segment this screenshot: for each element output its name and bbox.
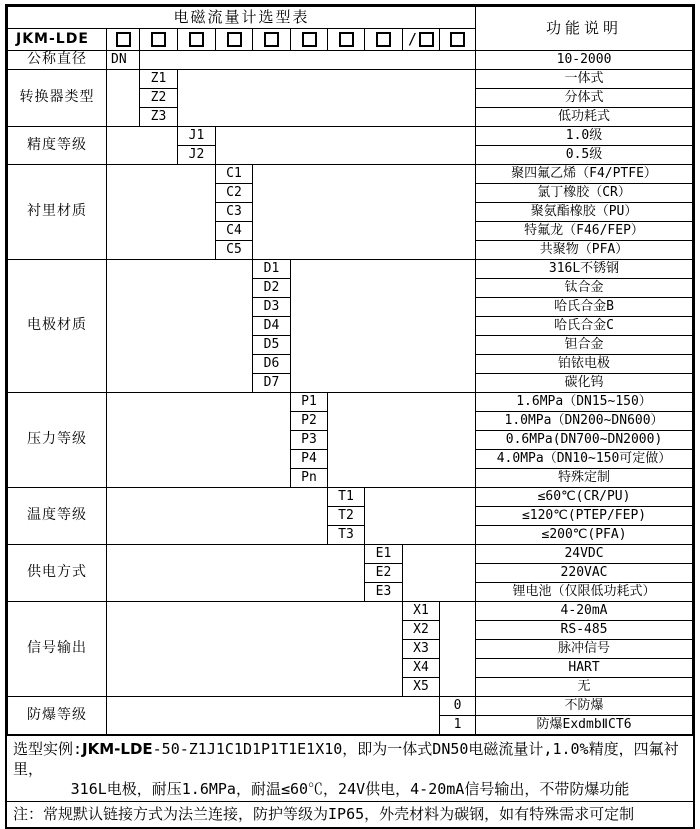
code-cell: T3 [328, 526, 365, 545]
desc-cell: 钛合金 [476, 279, 693, 298]
code-cell: DN [107, 51, 140, 70]
desc-cell: 氯丁橡胶（CR） [476, 184, 693, 203]
example-model: JKM-LDE [82, 740, 153, 758]
empty-cell [107, 70, 140, 127]
empty-cell [440, 602, 476, 697]
code-cell: Z2 [140, 89, 178, 108]
code-box-cell-z [140, 29, 178, 51]
empty-cell [291, 260, 476, 393]
code-box-cell-explosion [440, 29, 476, 51]
desc-cell: 聚氨酯橡胶（PU） [476, 203, 693, 222]
empty-cell [107, 165, 216, 260]
checkbox-icon [227, 32, 242, 47]
desc-cell: 特氟龙（F46/FEP） [476, 222, 693, 241]
desc-cell: 一体式 [476, 70, 693, 89]
checkbox-icon [116, 32, 131, 47]
desc-cell: 1.0MPa（DN200~DN600） [476, 412, 693, 431]
code-cell: C3 [216, 203, 253, 222]
group-label-diameter: 公称直径 [8, 51, 107, 70]
checkbox-icon [189, 32, 204, 47]
code-cell: D6 [253, 355, 291, 374]
code-cell: T2 [328, 507, 365, 526]
code-box-cell-c [216, 29, 253, 51]
code-cell: P1 [291, 393, 328, 412]
selection-table [7, 6, 693, 735]
empty-cell [140, 51, 476, 70]
group-label-lining: 衬里材质 [8, 165, 107, 260]
code-cell: X2 [403, 621, 440, 640]
example-line-1 [13, 739, 687, 779]
desc-cell: ≤60℃(CR/PU) [476, 488, 693, 507]
desc-cell: 钽合金 [476, 336, 693, 355]
code-box-cell-d [253, 29, 291, 51]
desc-cell: 0.5级 [476, 146, 693, 165]
group-label-accuracy: 精度等级 [8, 127, 107, 165]
empty-cell [107, 393, 291, 488]
desc-cell: 哈氏合金B [476, 298, 693, 317]
sheet-frame [5, 4, 695, 829]
code-cell: T1 [328, 488, 365, 507]
desc-cell: 锂电池（仅限低功耗式） [476, 583, 693, 602]
desc-cell: 4.0MPa（DN10~150可定做） [476, 450, 693, 469]
code-cell: Pn [291, 469, 328, 488]
selection-example [7, 735, 693, 801]
code-cell: D4 [253, 317, 291, 336]
empty-cell [328, 393, 476, 488]
table-title: 电磁流量计选型表 [8, 7, 476, 29]
code-cell: D3 [253, 298, 291, 317]
empty-cell [107, 488, 328, 545]
code-cell: C2 [216, 184, 253, 203]
code-cell: D5 [253, 336, 291, 355]
code-cell: X5 [403, 678, 440, 697]
desc-cell: ≤200℃(PFA) [476, 526, 693, 545]
code-box-cell-j [178, 29, 216, 51]
empty-cell [107, 127, 178, 165]
group-label-pressure: 压力等级 [8, 393, 107, 488]
group-label-converter: 转换器类型 [8, 70, 107, 127]
group-label-explosion: 防爆等级 [8, 697, 107, 735]
code-cell: D2 [253, 279, 291, 298]
code-cell: C1 [216, 165, 253, 184]
checkbox-icon [376, 32, 391, 47]
code-cell: X3 [403, 640, 440, 659]
example-rest: -50-Z1J1C1D1P1T1E1X10，即为一体式DN50电磁流量计,1.0%精度，四氟衬里， [13, 740, 679, 778]
code-cell: D7 [253, 374, 291, 393]
desc-cell: RS-485 [476, 621, 693, 640]
desc-cell: HART [476, 659, 693, 678]
function-column-header: 功能说明 [476, 7, 693, 51]
code-cell: P4 [291, 450, 328, 469]
code-cell: E1 [365, 545, 403, 564]
note-line: 注：常规默认链接方式为法兰连接，防护等级为IP65，外壳材料为碳钢，如有特殊需求可定制 [7, 801, 693, 827]
group-label-power: 供电方式 [8, 545, 107, 602]
code-cell: X1 [403, 602, 440, 621]
empty-cell [403, 545, 476, 602]
code-cell: D1 [253, 260, 291, 279]
checkbox-icon [450, 32, 465, 47]
slash-separator: / [407, 30, 418, 49]
empty-cell [365, 488, 476, 545]
desc-cell: 共聚物（PFA） [476, 241, 693, 260]
code-cell: X4 [403, 659, 440, 678]
desc-cell: 24VDC [476, 545, 693, 564]
checkbox-icon [151, 32, 166, 47]
example-prefix: 选型实例: [13, 740, 83, 758]
code-cell: P3 [291, 431, 328, 450]
code-cell: E3 [365, 583, 403, 602]
desc-cell: ≤120℃(PTEP/FEP) [476, 507, 693, 526]
code-cell: Z1 [140, 70, 178, 89]
code-cell: C4 [216, 222, 253, 241]
checkbox-icon [339, 32, 354, 47]
desc-cell: 哈氏合金C [476, 317, 693, 336]
desc-cell: 特殊定制 [476, 469, 693, 488]
desc-cell: 铂铱电极 [476, 355, 693, 374]
empty-cell [107, 545, 365, 602]
desc-cell: 碳化钨 [476, 374, 693, 393]
desc-cell: 不防爆 [476, 697, 693, 716]
desc-cell: 1.0级 [476, 127, 693, 146]
model-prefix: JKM-LDE [8, 29, 107, 51]
group-label-electrode: 电极材质 [8, 260, 107, 393]
checkbox-icon [419, 32, 434, 47]
desc-cell: 无 [476, 678, 693, 697]
desc-cell: 脉冲信号 [476, 640, 693, 659]
desc-cell: 0.6MPa(DN700~DN2000) [476, 431, 693, 450]
code-box-cell-x [403, 29, 440, 51]
code-cell: J1 [178, 127, 216, 146]
desc-cell: 防爆ExdmbⅡCT6 [476, 716, 693, 735]
code-cell: E2 [365, 564, 403, 583]
code-cell: 1 [440, 716, 476, 735]
group-label-signal: 信号输出 [8, 602, 107, 697]
desc-cell: 聚四氟乙烯（F4/PTFE） [476, 165, 693, 184]
desc-cell: 316L不锈钢 [476, 260, 693, 279]
desc-cell: 10-2000 [476, 51, 693, 70]
code-cell: J2 [178, 146, 216, 165]
empty-cell [178, 70, 476, 127]
code-box-cell-e [365, 29, 403, 51]
empty-cell [253, 165, 476, 260]
example-line-2: 316L电极，耐压1.6MPa，耐温≤60℃，24V供电，4-20mA信号输出，不带防爆功能 [70, 780, 630, 798]
code-cell: 0 [440, 697, 476, 716]
group-label-temperature: 温度等级 [8, 488, 107, 545]
empty-cell [107, 602, 403, 697]
desc-cell: 分体式 [476, 89, 693, 108]
code-cell: Z3 [140, 108, 178, 127]
desc-cell: 220VAC [476, 564, 693, 583]
desc-cell: 1.6MPa（DN15~150） [476, 393, 693, 412]
empty-cell [107, 697, 440, 735]
desc-cell: 4-20mA [476, 602, 693, 621]
desc-cell: 低功耗式 [476, 108, 693, 127]
code-box-cell-dn [107, 29, 140, 51]
code-box-cell-t [328, 29, 365, 51]
empty-cell [107, 260, 253, 393]
empty-cell [216, 127, 476, 165]
checkbox-icon [264, 32, 279, 47]
code-cell: C5 [216, 241, 253, 260]
checkbox-icon [302, 32, 317, 47]
code-cell: P2 [291, 412, 328, 431]
code-box-cell-p [291, 29, 328, 51]
